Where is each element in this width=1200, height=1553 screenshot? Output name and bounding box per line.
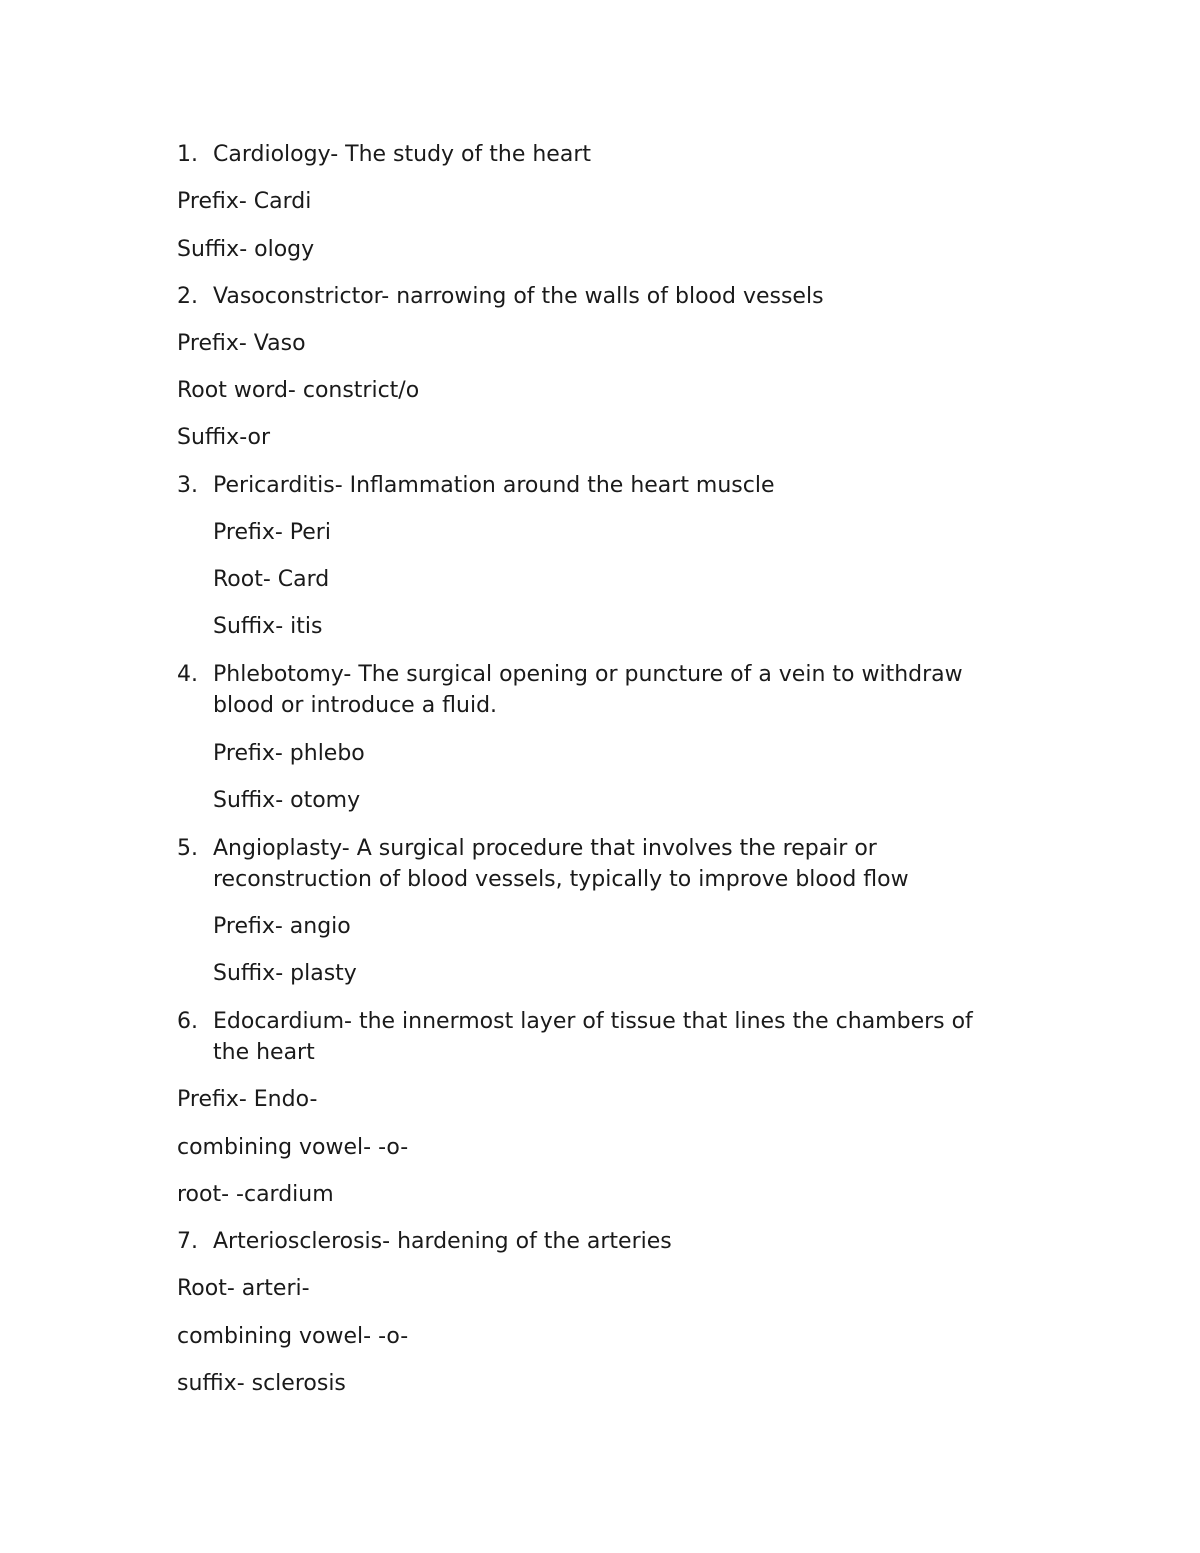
detail-line: suffix- sclerosis [177, 1371, 346, 1396]
detail-line: Prefix- Peri [213, 520, 331, 545]
item-text-line2: reconstruction of blood vessels, typically to improve blood flow [213, 867, 909, 892]
detail-line: Prefix- Vaso [177, 331, 306, 356]
list-item-7 [177, 1229, 672, 1255]
item-number: 2. [177, 284, 198, 309]
detail-line: Suffix- plasty [213, 961, 357, 986]
list-item-5 [177, 836, 877, 862]
list-item-1 [177, 142, 591, 168]
detail-line: combining vowel- -o- [177, 1135, 409, 1160]
detail-line: Root- arteri- [177, 1276, 310, 1301]
item-number: 3. [177, 473, 198, 498]
item-text: Vasoconstrictor- narrowing of the walls of blood vessels [213, 284, 824, 309]
detail-line: combining vowel- -o- [177, 1324, 409, 1349]
detail-line: Suffix- itis [213, 614, 323, 639]
list-item-4 [177, 662, 963, 688]
detail-line: Prefix- Cardi [177, 189, 312, 214]
item-number: 7. [177, 1229, 198, 1254]
item-text: Pericarditis- Inflammation around the heart muscle [213, 473, 775, 498]
detail-line: Root- Card [213, 567, 330, 592]
item-number: 5. [177, 836, 198, 861]
detail-line: Prefix- angio [213, 914, 351, 939]
item-number: 1. [177, 142, 198, 167]
item-text: Arteriosclerosis- hardening of the arteries [213, 1229, 672, 1254]
list-item-6 [177, 1009, 973, 1035]
detail-line: Suffix- otomy [213, 788, 361, 813]
detail-line: Root word- constrict/o [177, 378, 420, 403]
item-text-line2: blood or introduce a fluid. [213, 693, 498, 718]
item-text: Cardiology- The study of the heart [213, 142, 591, 167]
list-item-3 [177, 473, 775, 499]
item-text-line2: the heart [213, 1040, 315, 1065]
item-number: 6. [177, 1009, 198, 1034]
item-text-line1: Edocardium- the innermost layer of tissue that lines the chambers of [213, 1009, 973, 1034]
detail-line: root- -cardium [177, 1182, 334, 1207]
item-number: 4. [177, 662, 198, 687]
detail-line: Suffix- ology [177, 237, 315, 262]
detail-line: Suffix-or [177, 425, 271, 450]
list-item-2 [177, 284, 824, 310]
detail-line: Prefix- Endo- [177, 1087, 318, 1112]
item-text-line1: Angioplasty- A surgical procedure that involves the repair or [213, 836, 877, 861]
item-text-line1: Phlebotomy- The surgical opening or puncture of a vein to withdraw [213, 662, 963, 687]
detail-line: Prefix- phlebo [213, 741, 365, 766]
